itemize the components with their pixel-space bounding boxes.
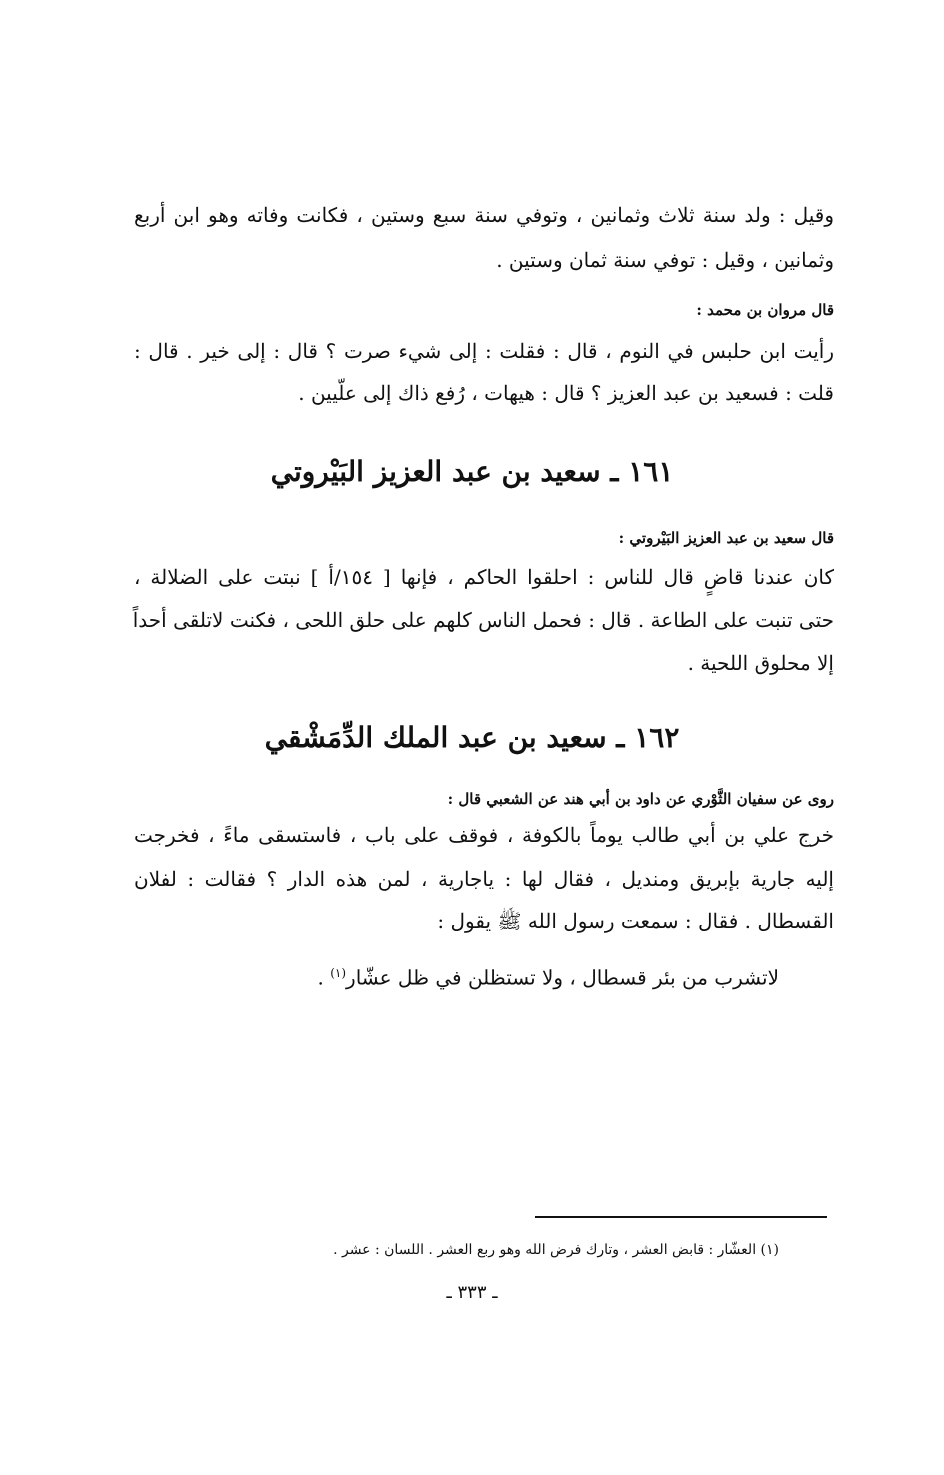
paragraph-line: القسطال . فقال : سمعت رسول الله ﷺ يقول : (437, 909, 834, 933)
narrator-intro: قال مروان بن محمد : (696, 301, 834, 319)
hadith-quote (318, 958, 780, 993)
paragraph-line: إليه جارية بإبريق ومنديل ، فقال لها : ياجارية ، لمن هذه الدار ؟ فقالت : لفلان (134, 867, 834, 891)
footnote: (١) العشّار : قابض العشر ، وتارك فرض الله وهو ربع العشر . اللسان : عشر . (333, 1242, 779, 1258)
footnote-ref: (١) (330, 966, 347, 980)
footnote-divider (535, 1216, 827, 1218)
paragraph-line: وثمانين ، وقيل : توفي سنة ثمان وستين . (496, 248, 834, 272)
paragraph-line: رأيت ابن حلبس في النوم ، قال : فقلت : إلى شيء صرت ؟ قال : إلى خير . قال : (134, 339, 834, 363)
quote-end: . (317, 965, 331, 990)
page-number: ـ ٣٣٣ ـ (446, 1282, 498, 1303)
narrator-intro: روى عن سفيان الثَّوْري عن داود بن أبي هند عن الشعبي قال : (447, 790, 834, 808)
paragraph-line: إلا محلوق اللحية . (687, 651, 834, 675)
paragraph-line: وقيل : ولد سنة ثلاث وثمانين ، وتوفي سنة سبع وستين ، فكانت وفاته وهو ابن أربع (134, 203, 834, 227)
quote-text: لاتشرب من بئر قسطال ، ولا تستظلن في ظل عشّار (346, 965, 779, 990)
paragraph-line: خرج علي بن أبي طالب يوماً بالكوفة ، فوقف على باب ، فاستسقى ماءً ، فخرجت (134, 823, 834, 847)
section-heading-162: ١٦٢ ـ سعيد بن عبد الملك الدِّمَشْقي (264, 721, 680, 754)
paragraph-line: كان عندنا قاضٍ قال للناس : احلقوا الحاكم ، فإنها [ ١٥٤/أ ] نبتت على الضلالة ، (134, 565, 834, 589)
paragraph-line: حتى تنبت على الطاعة . قال : فحمل الناس كلهم على حلق اللحى ، فكنت لاتلقى أحداً (132, 608, 834, 632)
narrator-intro: قال سعيد بن عبد العزيز البَيْروتي : (618, 529, 834, 547)
paragraph-line: قلت : فسعيد بن عبد العزيز ؟ قال : هيهات ، رُفع ذاك إلى علّيين . (298, 381, 834, 405)
section-heading-161: ١٦١ ـ سعيد بن عبد العزيز البَيْروتي (270, 455, 674, 488)
